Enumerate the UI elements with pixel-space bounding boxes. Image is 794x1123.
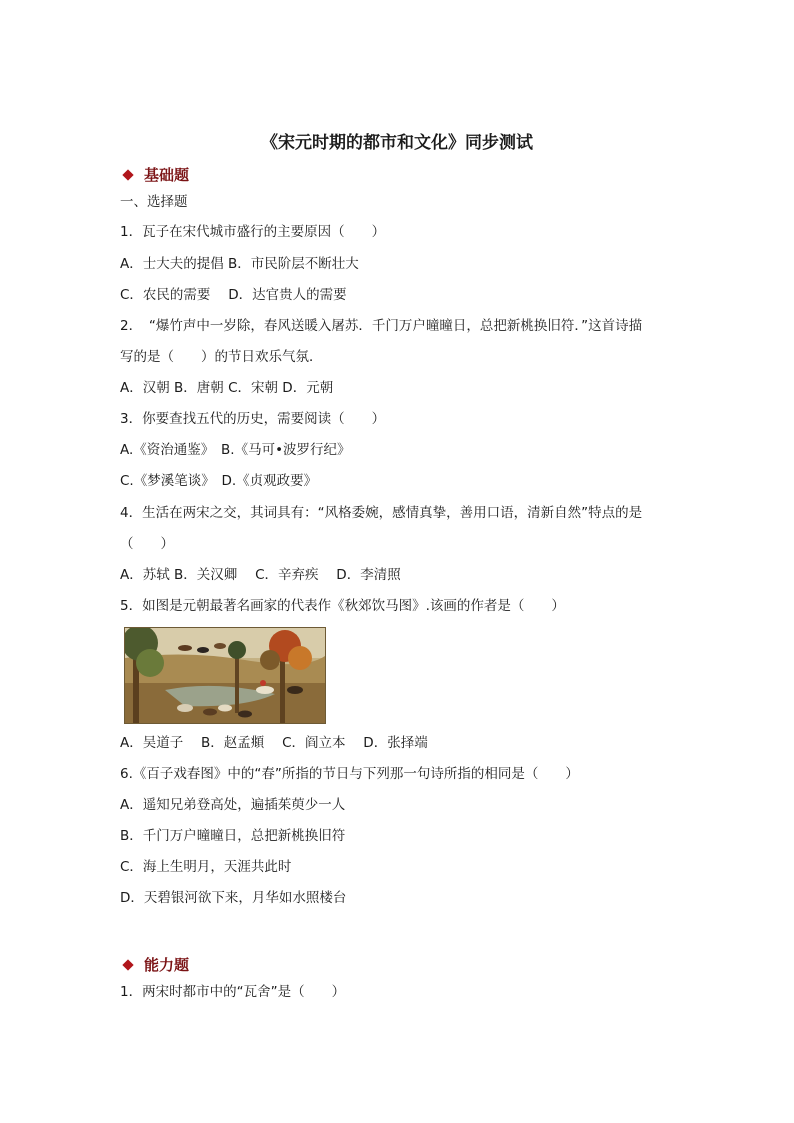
question-2-line-2: 写的是（ ）的节日欢乐气氛．: [120, 349, 323, 365]
question-3-options-1: A.《资治通鉴》 B.《马可•波罗行纪》: [120, 442, 351, 458]
document-title: 《宋元时期的都市和文化》同步测试: [261, 133, 533, 153]
question-2-line-1: 2． “爆竹声中一岁除，春风送暖入屠苏．千门万户曈曈日，总把新桃换旧符．”这首诗描: [120, 318, 643, 334]
section-heading-basic: [120, 163, 189, 187]
question-1: 1．瓦子在宋代城市盛行的主要原因（ ）: [120, 224, 386, 240]
diamond-bullet-icon: [122, 959, 133, 970]
question-4-line-2: （ ）: [120, 536, 174, 552]
question-5: 5．如图是元朝最著名画家的代表作《秋郊饮马图》.该画的作者是（ ）: [120, 598, 565, 614]
section-heading-ability: [120, 953, 189, 977]
question-1-options-2: C．农民的需要 D．达官贵人的需要: [120, 287, 347, 303]
question-3: 3．你要查找五代的历史，需要阅读（ ）: [120, 411, 386, 427]
question-5-options: A．吴道子 B．赵孟頫 C．阎立本 D．张择端: [120, 735, 428, 751]
question-2-options: A．汉朝 B．唐朝 C．宋朝 D．元朝: [120, 380, 334, 396]
diamond-bullet-icon: [122, 169, 133, 180]
section-label-basic: 基础题: [144, 166, 190, 184]
question-4-options: A．苏轼 B．关汉卿 C．辛弃疾 D．李清照: [120, 567, 401, 583]
question-4-line-1: 4．生活在两宋之交，其词具有：“风格委婉，感情真挚，善用口语，清新自然”特点的是: [120, 505, 643, 521]
question-1-options-1: A．士大夫的提倡 B．市民阶层不断壮大: [120, 256, 359, 272]
ability-question-1: 1．两宋时都市中的“瓦舍”是（ ）: [120, 984, 346, 1000]
question-6: 6.《百子戏春图》中的“春”所指的节日与下列那一句诗所指的相同是（ ）: [120, 766, 579, 782]
question-3-options-2: C.《梦溪笔谈》 D.《贞观政要》: [120, 473, 318, 489]
section-label-ability: 能力题: [144, 956, 190, 974]
question-6-option-d: D．天碧银河欲下来，月华如水照楼台: [120, 890, 347, 906]
question-6-option-b: B．千门万户曈曈日，总把新桃换旧符: [120, 828, 346, 844]
autumn-horses-painting-image: [124, 627, 326, 724]
part-heading: 一、选择题: [120, 194, 188, 210]
question-6-option-a: A．遥知兄弟登高处，遍插茱萸少一人: [120, 797, 346, 813]
question-6-option-c: C．海上生明月，天涯共此时: [120, 859, 292, 875]
painting-illustration-icon: [125, 628, 325, 723]
